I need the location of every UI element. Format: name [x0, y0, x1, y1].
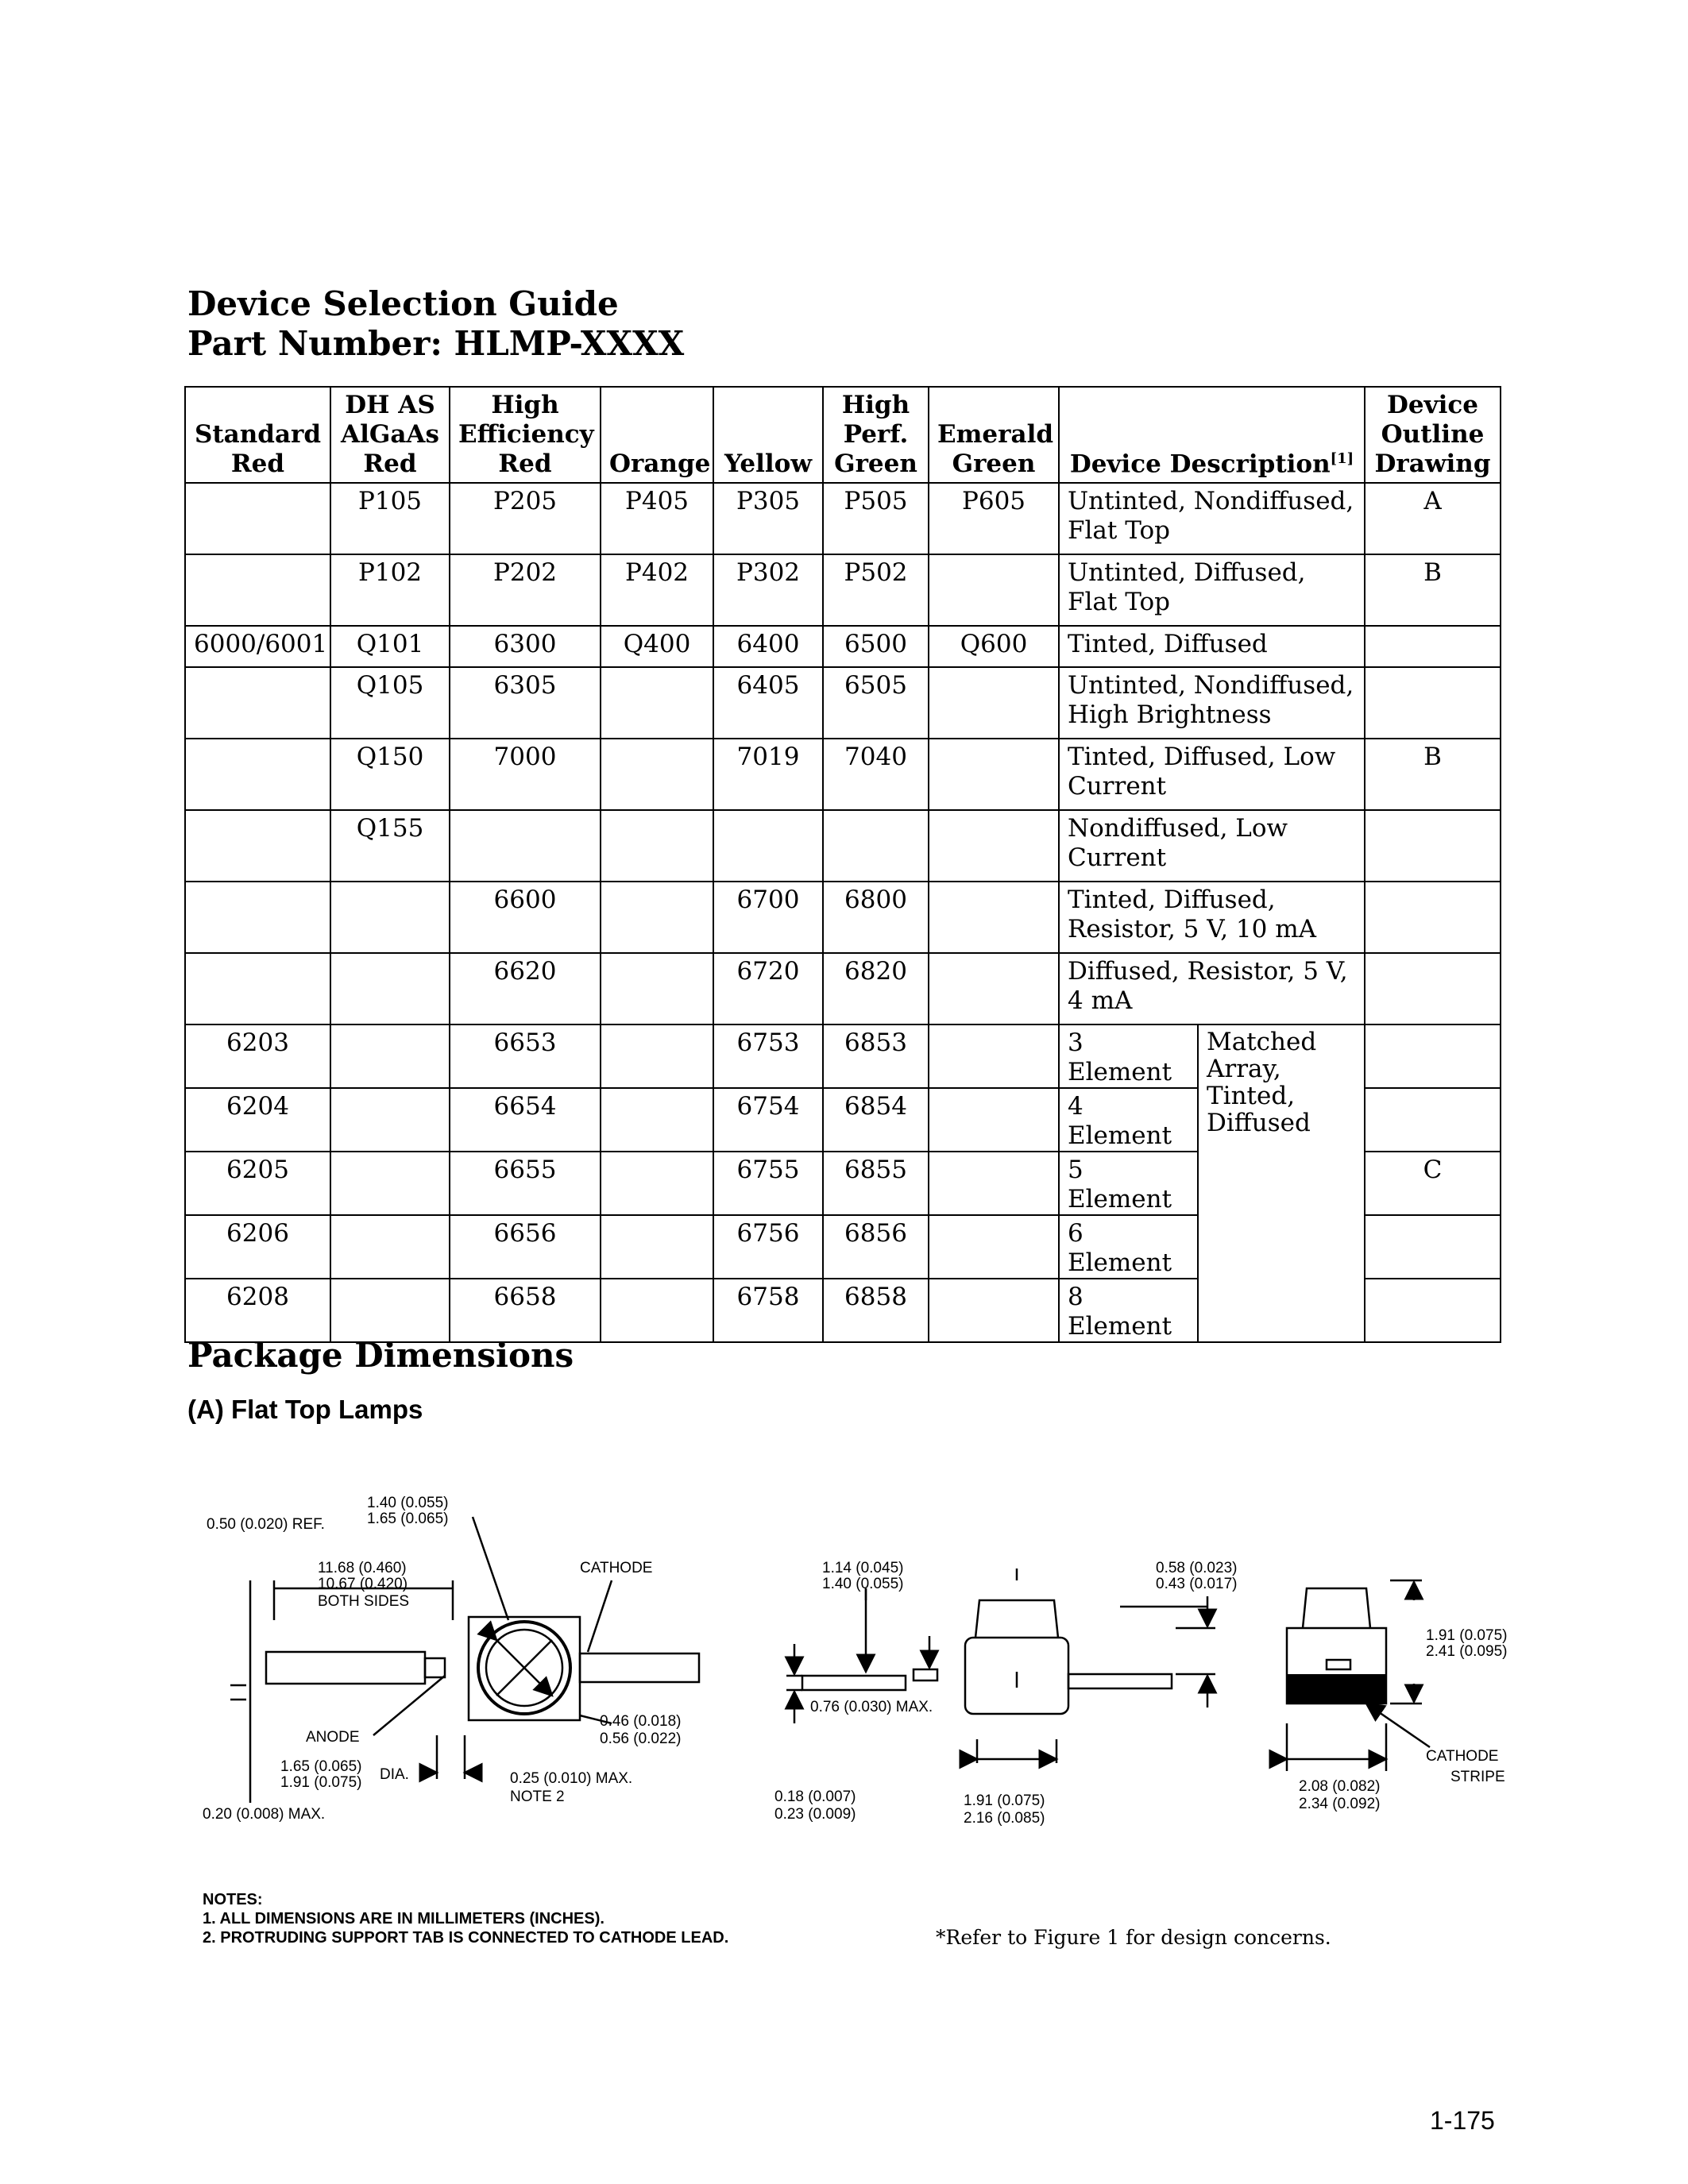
table-cell: P305 [713, 483, 823, 554]
table-header-row [185, 387, 1501, 483]
element-count-cell: 8 Element [1059, 1279, 1198, 1342]
notes [203, 1890, 728, 1947]
table-cell [185, 554, 330, 626]
outline-cell [1365, 882, 1501, 953]
table-cell: 6754 [713, 1088, 823, 1152]
outline-cell [1365, 1088, 1501, 1152]
table-cell [823, 810, 929, 882]
dim-s8: 2.16 (0.085) [964, 1810, 1045, 1827]
table-cell [929, 1215, 1059, 1279]
table-cell: Q600 [929, 626, 1059, 667]
table-cell [601, 953, 713, 1024]
outline-cell [1365, 626, 1501, 667]
footnote-ref: [1] [1330, 450, 1354, 467]
outline-cell: B [1365, 554, 1501, 626]
table-cell: 6755 [713, 1152, 823, 1215]
note-1: 1. ALL DIMENSIONS ARE IN MILLIMETERS (INCHES). [203, 1910, 605, 1927]
col-high-efficiency-red: High Efficiency Red [450, 387, 601, 483]
element-count-cell: 6 Element [1059, 1215, 1198, 1279]
table-cell: 6600 [450, 882, 601, 953]
dim-dia1: 1.65 (0.065) [280, 1758, 362, 1775]
table-cell: 6658 [450, 1279, 601, 1342]
table-cell: P605 [929, 483, 1059, 554]
table-cell [929, 667, 1059, 739]
subsection-title: (A) Flat Top Lamps [187, 1395, 423, 1424]
table-cell: 6800 [823, 882, 929, 953]
table-cell: 7019 [713, 739, 823, 810]
outline-cell [1365, 667, 1501, 739]
table-cell [601, 1088, 713, 1152]
col-orange: Orange [601, 387, 713, 483]
table-cell: 6620 [450, 953, 601, 1024]
table-cell [330, 1152, 450, 1215]
dim-max025: 0.25 (0.010) MAX. [510, 1770, 633, 1787]
table-cell [601, 882, 713, 953]
dim-d2: 1.65 (0.065) [367, 1511, 449, 1527]
col-dh-as-algaas-red: DH AS AlGaAs Red [330, 387, 450, 483]
table-cell [185, 667, 330, 739]
table-cell [929, 1088, 1059, 1152]
table-cell: 7040 [823, 739, 929, 810]
table-cell: 6756 [713, 1215, 823, 1279]
table-cell [929, 953, 1059, 1024]
table-cell [929, 810, 1059, 882]
label-cathode: CATHODE [580, 1560, 653, 1576]
dim-s2: 1.40 (0.055) [822, 1576, 904, 1592]
dim-s3: 0.58 (0.023) [1156, 1560, 1238, 1576]
table-cell: 6855 [823, 1152, 929, 1215]
table-cell [929, 882, 1059, 953]
table-cell [601, 667, 713, 739]
table-cell: 6205 [185, 1152, 330, 1215]
description-cell: Diffused, Resistor, 5 V, 4 mA [1059, 953, 1365, 1024]
dim-d1: 1.40 (0.055) [367, 1495, 449, 1511]
table-cell: 6758 [713, 1279, 823, 1342]
description-cell: Untinted, Nondiffused, Flat Top [1059, 483, 1365, 554]
table-cell: 6654 [450, 1088, 601, 1152]
table-row [185, 554, 1501, 626]
end-tab [1327, 1660, 1350, 1669]
table-cell [929, 554, 1059, 626]
table-cell: 6000/6001 [185, 626, 330, 667]
table-cell [929, 1024, 1059, 1088]
table-cell [450, 810, 601, 882]
table-cell: Q101 [330, 626, 450, 667]
page-number: 1-175 [1430, 2106, 1495, 2135]
table-cell: 6720 [713, 953, 823, 1024]
description-cell: Untinted, Nondiffused, High Brightness [1059, 667, 1365, 739]
cathode-stripe [1287, 1674, 1386, 1704]
dim-s1: 1.14 (0.045) [822, 1560, 904, 1576]
dim-lead2: 10.67 (0.420) [318, 1576, 408, 1592]
table-cell [601, 1279, 713, 1342]
outline-cell [1365, 1215, 1501, 1279]
table-cell [185, 953, 330, 1024]
label-anode: ANODE [306, 1729, 360, 1746]
table-cell: 6405 [713, 667, 823, 739]
dim-e1: 1.91 (0.075) [1426, 1627, 1508, 1644]
table-cell: Q400 [601, 626, 713, 667]
table-cell: Q105 [330, 667, 450, 739]
title-block [187, 284, 684, 364]
table-cell: P302 [713, 554, 823, 626]
table-cell [713, 810, 823, 882]
mid-tab [914, 1669, 937, 1680]
dim-e3: 2.08 (0.082) [1299, 1778, 1381, 1795]
mid-dome [975, 1600, 1058, 1638]
table-row [185, 953, 1501, 1024]
table-cell: P205 [450, 483, 601, 554]
table-cell: 6208 [185, 1279, 330, 1342]
left-lead [266, 1652, 425, 1684]
table-cell [330, 1024, 450, 1088]
table-cell: 6853 [823, 1024, 929, 1088]
table-cell: P505 [823, 483, 929, 554]
table-cell: 6206 [185, 1215, 330, 1279]
package-drawing [183, 1461, 1533, 1874]
table-cell [330, 1215, 450, 1279]
label-cathode-stripe-2: STRIPE [1450, 1769, 1505, 1785]
section-title: Package Dimensions [187, 1336, 574, 1375]
table-cell: 6656 [450, 1215, 601, 1279]
col-device-outline-drawing: Device Outline Drawing [1365, 387, 1501, 483]
outline-cell [1365, 810, 1501, 882]
outline-cell: A [1365, 483, 1501, 554]
table-cell: P502 [823, 554, 929, 626]
table-row [185, 739, 1501, 810]
dim-ref: 0.50 (0.020) REF. [207, 1516, 325, 1533]
table-cell: P105 [330, 483, 450, 554]
end-dome [1303, 1588, 1370, 1628]
outline-cell [1365, 1024, 1501, 1088]
table-cell: P402 [601, 554, 713, 626]
part-number-title: Part Number: HLMP-XXXX [187, 324, 685, 363]
table-cell [185, 810, 330, 882]
table-cell: 6400 [713, 626, 823, 667]
table-cell [601, 739, 713, 810]
outline-cell [1365, 1279, 1501, 1342]
dim-both-sides: BOTH SIDES [318, 1593, 410, 1610]
dim-e2: 2.41 (0.095) [1426, 1643, 1508, 1660]
col-device-description: Device Description[1] [1059, 387, 1365, 483]
table-cell: P405 [601, 483, 713, 554]
dim-s4: 0.43 (0.017) [1156, 1576, 1238, 1592]
element-count-cell: 5 Element [1059, 1152, 1198, 1215]
table-cell: 6854 [823, 1088, 929, 1152]
table-cell: 6653 [450, 1024, 601, 1088]
element-count-cell: 4 Element [1059, 1088, 1198, 1152]
table-cell: 7000 [450, 739, 601, 810]
table-cell: 6655 [450, 1152, 601, 1215]
description-cell: Untinted, Diffused, Flat Top [1059, 554, 1365, 626]
table-cell: 6505 [823, 667, 929, 739]
col-emerald-green: Emerald Green [929, 387, 1059, 483]
array-row [185, 1024, 1501, 1088]
table-cell [601, 1215, 713, 1279]
description-cell: Tinted, Diffused, Resistor, 5 V, 10 mA [1059, 882, 1365, 953]
table-cell: Q155 [330, 810, 450, 882]
table-row [185, 667, 1501, 739]
table-cell: 6500 [823, 626, 929, 667]
matched-array-description: Matched Array, Tinted, Diffused [1198, 1024, 1365, 1342]
notes-heading: NOTES: [203, 1891, 263, 1908]
table-cell [601, 1024, 713, 1088]
table-cell [929, 1152, 1059, 1215]
element-count-cell: 3 Element [1059, 1024, 1198, 1088]
table-cell: Q150 [330, 739, 450, 810]
table-cell: 6300 [450, 626, 601, 667]
table-cell [601, 810, 713, 882]
table-cell [601, 1152, 713, 1215]
table-row [185, 483, 1501, 554]
table-cell [330, 953, 450, 1024]
table-cell: 6858 [823, 1279, 929, 1342]
dim-max020: 0.20 (0.008) MAX. [203, 1806, 326, 1823]
col-standard-red: Standard Red [185, 387, 330, 483]
dim-max076: 0.76 (0.030) MAX. [810, 1699, 933, 1715]
right-lead [580, 1653, 699, 1682]
dim-t1: 0.46 (0.018) [600, 1713, 682, 1730]
table-cell [330, 1088, 450, 1152]
table-cell [185, 483, 330, 554]
table-cell [330, 1279, 450, 1342]
note-2: 2. PROTRUDING SUPPORT TAB IS CONNECTED TO CATHODE LEAD. [203, 1929, 729, 1947]
mid-left-lead [802, 1676, 906, 1690]
col-yellow: Yellow [713, 387, 823, 483]
table-cell: 6203 [185, 1024, 330, 1088]
left-lead-neck [425, 1658, 445, 1677]
table-row [185, 626, 1501, 667]
table-cell [185, 882, 330, 953]
table-cell: 6820 [823, 953, 929, 1024]
outline-cell: B [1365, 739, 1501, 810]
table-cell [185, 739, 330, 810]
dim-s6: 0.23 (0.009) [774, 1806, 856, 1823]
device-selection-table [184, 386, 1501, 1343]
description-cell: Tinted, Diffused, Low Current [1059, 739, 1365, 810]
dim-dia2: 1.91 (0.075) [280, 1774, 362, 1791]
refer-note: *Refer to Figure 1 for design concerns. [936, 1926, 1331, 1949]
dim-s5: 0.18 (0.007) [774, 1788, 856, 1805]
table-row [185, 810, 1501, 882]
table-cell [330, 882, 450, 953]
dim-lead1: 11.68 (0.460) [318, 1560, 407, 1576]
dim-s7: 1.91 (0.075) [964, 1792, 1045, 1809]
table-cell [929, 739, 1059, 810]
table-cell: P202 [450, 554, 601, 626]
table-cell: 6700 [713, 882, 823, 953]
dim-dia: DIA. [380, 1766, 409, 1783]
dim-e4: 2.34 (0.092) [1299, 1796, 1381, 1812]
dim-note2: NOTE 2 [510, 1788, 565, 1805]
description-cell: Tinted, Diffused [1059, 626, 1365, 667]
description-cell: Nondiffused, Low Current [1059, 810, 1365, 882]
dim-t2: 0.56 (0.022) [600, 1731, 682, 1747]
table-cell: 6856 [823, 1215, 929, 1279]
table-cell: P102 [330, 554, 450, 626]
table-cell: 6204 [185, 1088, 330, 1152]
label-cathode-stripe-1: CATHODE [1426, 1748, 1499, 1765]
outline-cell: C [1365, 1152, 1501, 1215]
outline-cell [1365, 953, 1501, 1024]
table-cell: 6305 [450, 667, 601, 739]
table-row [185, 882, 1501, 953]
mid-right-lead [1068, 1674, 1172, 1688]
table-cell: 6753 [713, 1024, 823, 1088]
table-cell [929, 1279, 1059, 1342]
page-title: Device Selection Guide [187, 284, 619, 323]
col-high-perf-green: High Perf. Green [823, 387, 929, 483]
